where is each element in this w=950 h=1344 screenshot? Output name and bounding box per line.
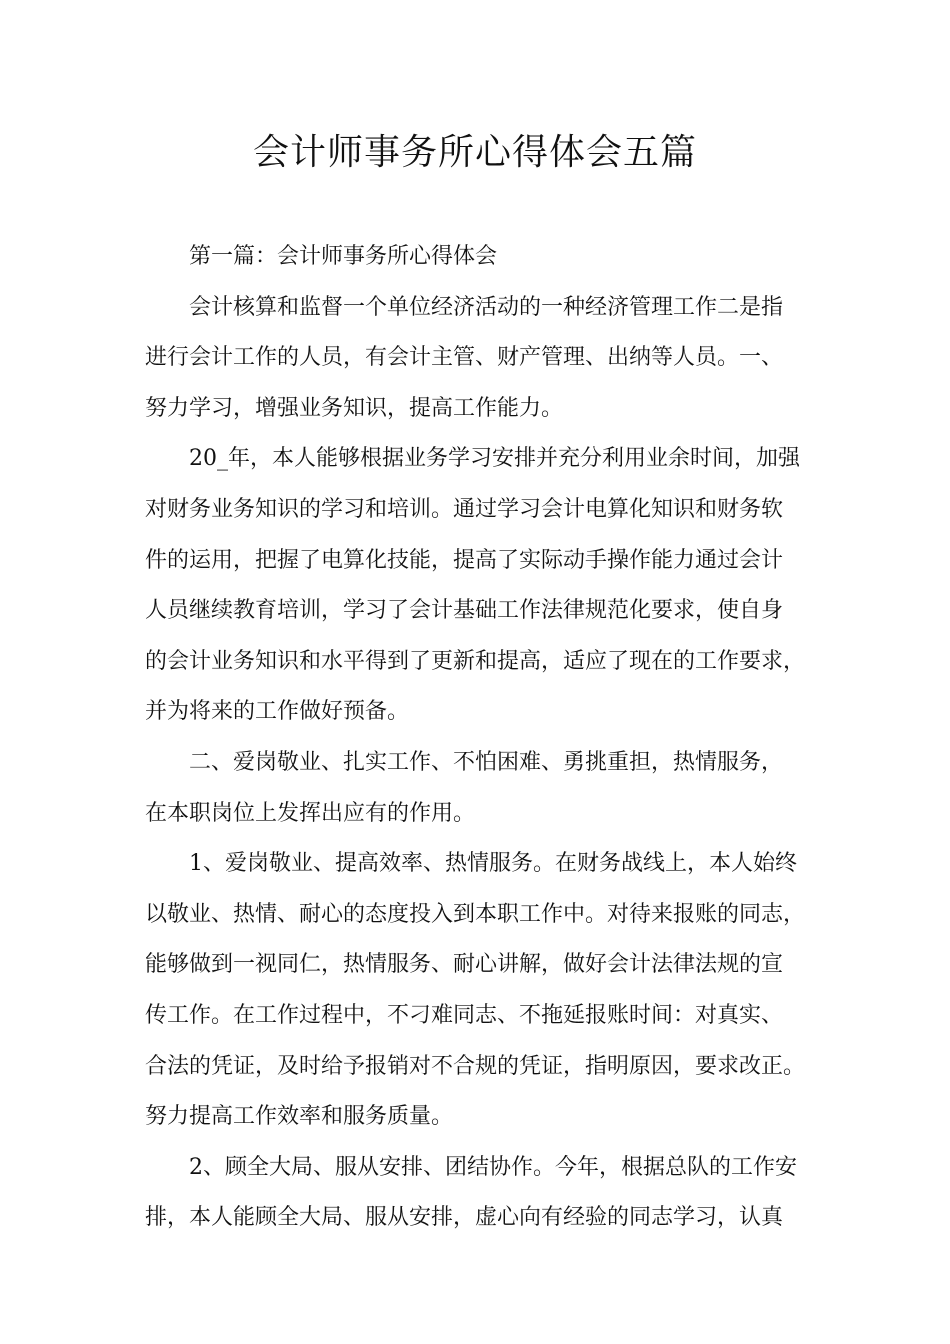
paragraph-line: 人员继续教育培训，学习了会计基础工作法律规范化要求，使自身 [145, 598, 784, 624]
document-body [145, 232, 825, 1244]
paragraph-line: 20_年，本人能够根据业务学习安排并充分利用业余时间，加强 [189, 446, 800, 472]
document-title: 会计师事务所心得体会五篇 [252, 132, 697, 173]
paragraph-line: 努力学习，增强业务知识，提高工作能力。 [145, 395, 564, 421]
paragraph-line: 对财务业务知识的学习和培训。通过学习会计电算化知识和财务软 [145, 496, 784, 522]
paragraph-line: 2、顾全大局、服从安排、团结协作。今年，根据总队的工作安 [189, 1154, 797, 1180]
paragraph-line: 进行会计工作的人员，有会计主管、财产管理、出纳等人员。一、 [145, 345, 784, 371]
paragraph-line: 努力提高工作效率和服务质量。 [145, 1104, 454, 1130]
paragraph-line: 并为将来的工作做好预备。 [145, 699, 410, 725]
paragraph-line: 传工作。在工作过程中，不刁难同志、不拖延报账时间：对真实、 [145, 1002, 784, 1028]
paragraph-line: 合法的凭证，及时给予报销对不合规的凭证，指明原因，要求改正。 [145, 1053, 806, 1079]
paragraph-line: 能够做到一视同仁，热情服务、耐心讲解，做好会计法律法规的宣 [145, 952, 784, 978]
paragraph-line: 的会计业务知识和水平得到了更新和提高，适应了现在的工作要求， [145, 648, 806, 674]
paragraph-line: 在本职岗位上发挥出应有的作用。 [145, 800, 476, 826]
paragraph-line: 排，本人能顾全大局、服从安排，虚心向有经验的同志学习，认真 [145, 1205, 784, 1231]
paragraph-line: 二、爱岗敬业、扎实工作、不怕困难、勇挑重担，热情服务， [189, 749, 784, 775]
section-heading: 第一篇：会计师事务所心得体会 [189, 244, 498, 269]
paragraph-line: 件的运用，把握了电算化技能，提高了实际动手操作能力通过会计 [145, 547, 784, 573]
paragraph-line: 会计核算和监督一个单位经济活动的一种经济管理工作二是指 [189, 294, 784, 320]
paragraph-line: 以敬业、热情、耐心的态度投入到本职工作中。对待来报账的同志， [145, 901, 806, 927]
paragraph-line: 1、爱岗敬业、提高效率、热情服务。在财务战线上，本人始终 [189, 851, 797, 877]
